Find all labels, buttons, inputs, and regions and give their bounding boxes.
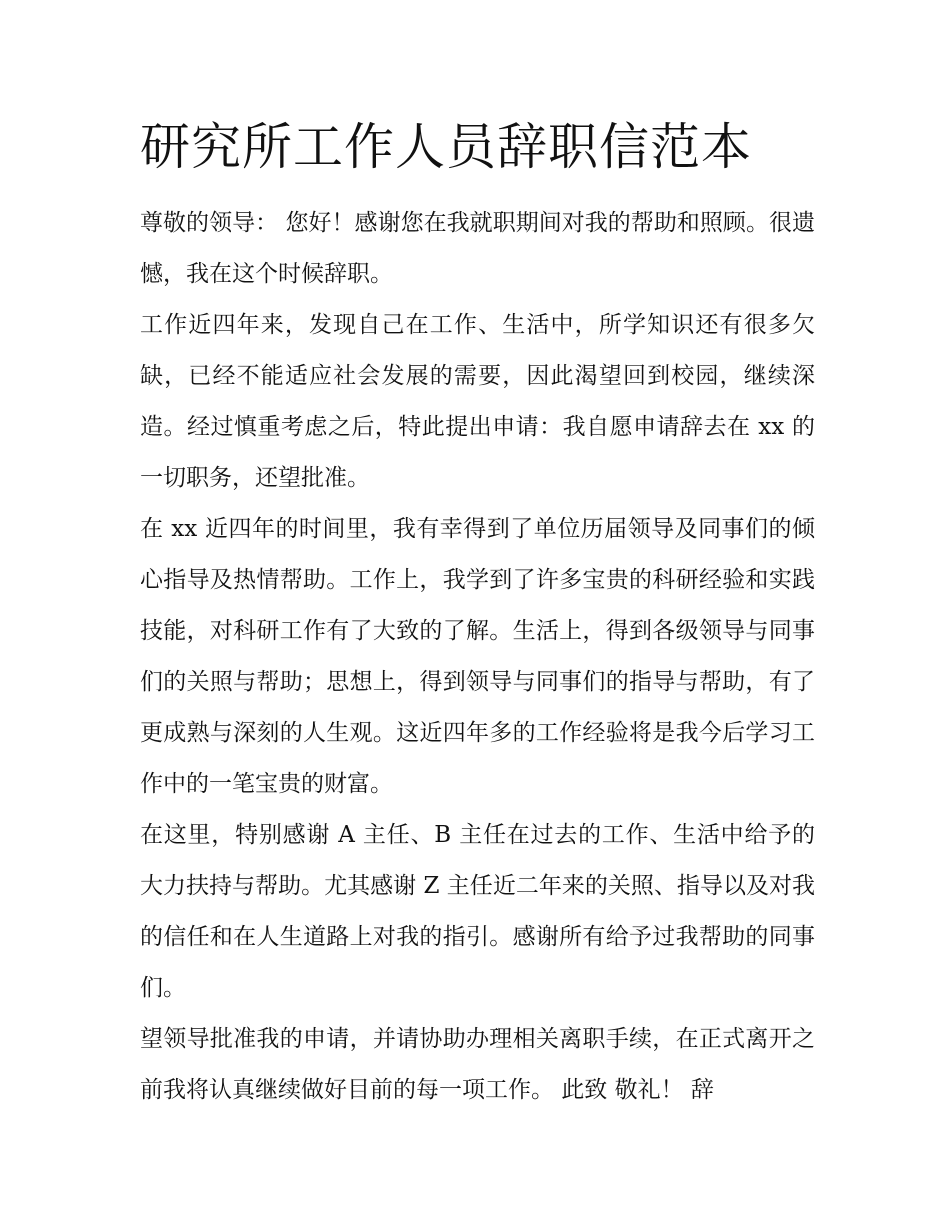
paragraph-experience: 在 xx 近四年的时间里，我有幸得到了单位历届领导及同事们的倾心指导及热情帮助。工作上，我学到了许多宝贵的科研经验和实践技能，对科研工作有了大致的了解。生活上，得到各级领导与同事们的关照与帮助；思想上，得到领导与同事们的指导与帮助，有了更成熟与深刻的人生观。这近四年多的工作经验将是我今后学习工作中的一笔宝贵的财富。 <box>140 516 815 797</box>
document-body <box>140 198 815 1116</box>
document-title: 研究所工作人员辞职信范本 <box>140 118 752 176</box>
paragraph-reason: 工作近四年来，发现自己在工作、生活中，所学知识还有很多欠缺，已经不能适应社会发展的需要，因此渴望回到校园，继续深造。经过慎重考虑之后，特此提出申请：我自愿申请辞去在 xx 的一切职务，还望批准。 <box>140 312 815 491</box>
paragraph-closing: 望领导批准我的申请，并请协助办理相关离职手续，在正式离开之前我将认真继续做好目前的每一项工作。 此致 敬礼！ 辞 <box>140 1026 815 1103</box>
paragraph-greeting: 尊敬的领导： 您好！感谢您在我就职期间对我的帮助和照顾。很遗憾，我在这个时候辞职。 <box>140 210 815 287</box>
paragraph-thanks: 在这里，特别感谢 A 主任、B 主任在过去的工作、生活中给予的大力扶持与帮助。尤其感谢 Z 主任近二年来的关照、指导以及对我的信任和在人生道路上对我的指引。感谢所有给予过我帮助的同事们。 <box>140 822 815 1001</box>
